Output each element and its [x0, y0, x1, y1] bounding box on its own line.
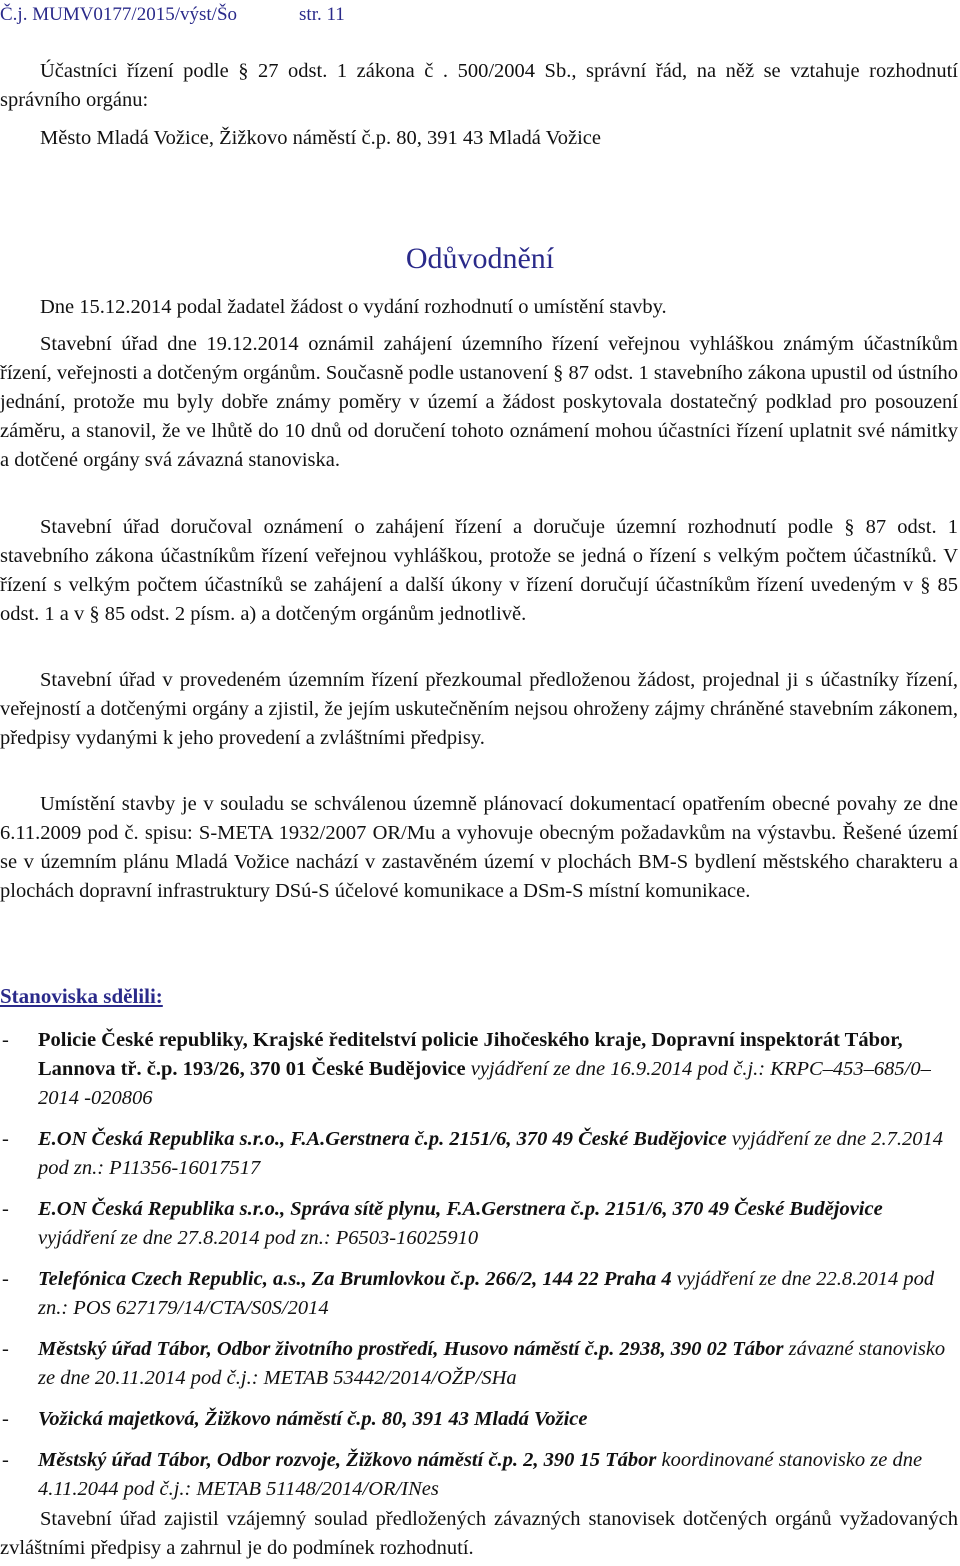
- statement-item-tabor-development: [0, 1446, 958, 1504]
- statement-detail: vyjádření ze dne 2.7.2014 pod zn.: P11356-16017517: [38, 1128, 944, 1179]
- paragraph-proceedings-start: Stavební úřad dne 19.12.2014 oznámil zahájení územního řízení veřejnou vyhláškou známým účastníkům řízení, veřejnosti a dotčeným orgánům. Současně podle ustanovení § 87 odst. 1 stavebního zákona upustil od ústního jednání, protože mu byly dobře známy poměry v území a žádost poskytovala dostatečný podklad pro posouzení záměru, a stanovil, že ve lhůtě do 10 dnů od doručení tohoto oznámení mohou účastníci řízení uplatnit své námitky a dotčené orgány svá závazná stanoviska.: [0, 333, 958, 471]
- statement-item-police: [0, 1026, 958, 1113]
- participant-party: Město Mladá Vožice, Žižkovo náměstí č.p. 80, 391 43 Mladá Vožice: [40, 127, 601, 149]
- statement-item-vozicka-majetkova: [0, 1405, 958, 1434]
- document-reference: Č.j. MUMV0177/2015/výst/Šo: [0, 4, 238, 25]
- page-number: str. 11: [299, 4, 345, 25]
- statement-detail: vyjádření ze dne 27.8.2014 pod zn.: P6503-16025910: [38, 1227, 479, 1249]
- statement-detail: koordinované stanovisko ze dne 4.11.2044 pod č.j.: METAB 51148/2014/OR/INes: [38, 1449, 923, 1500]
- statements-heading: Stanoviska sdělili:: [0, 984, 163, 1008]
- statement-item-eon-gas: [0, 1195, 958, 1253]
- statement-organization: Městský úřad Tábor, Odbor životního prostředí, Husovo náměstí č.p. 2938, 390 02 Tábor: [38, 1338, 784, 1360]
- statement-item-eon: [0, 1125, 958, 1183]
- statement-organization: Vožická majetková, Žižkovo náměstí č.p. 80, 391 43 Mladá Vožice: [38, 1408, 588, 1430]
- statement-organization: Policie České republiky, Krajské ředitelství policie Jihočeského kraje, Dopravní inspektorát Tábor, Lannova tř. č.p. 193/26, 370 01 České Budějovice: [38, 1029, 903, 1080]
- paragraph-application-date: Dne 15.12.2014 podal žadatel žádost o vydání rozhodnutí o umístění stavby.: [40, 296, 667, 318]
- paragraph-review: Stavební úřad v provedeném územním řízení přezkoumal předloženou žádost, projednal ji s účastníky řízení, veřejností a dotčenými orgány a zjistil, že jejím uskutečněním nejsou ohroženy zájmy chráněné stavebním zákonem, předpisy vydanými k jeho provedení a zvláštními předpisy.: [0, 669, 958, 749]
- statement-item-tabor-environment: [0, 1335, 958, 1393]
- page-header: [0, 4, 345, 26]
- statement-detail: vyjádření ze dne 22.8.2014 pod zn.: POS 627179/14/CTA/S0S/2014: [38, 1268, 935, 1319]
- paragraph-zoning-compliance: Umístění stavby je v souladu se schválenou územně plánovací dokumentací opatřením obecné povahy ze dne 6.11.2009 pod č. spisu: S-META 1932/2007 OR/Mu a vyhovuje obecným požadavkům na výstavbu. Řešené území se v územním plánu Mladá Vožice nachází v zastavěném území v plochách BM-S bydlení městského charakteru a plochách dopravní infrastruktury DSú-S účelové komunikace a DSm-S místní komunikace.: [0, 793, 958, 902]
- statements-list: [0, 1026, 958, 1516]
- statement-organization: Telefónica Czech Republic, a.s., Za Brumlovkou č.p. 266/2, 144 22 Praha 4: [38, 1268, 672, 1290]
- list-dash: -: [2, 1268, 9, 1290]
- list-dash: -: [2, 1029, 9, 1051]
- list-dash: -: [2, 1449, 9, 1471]
- justification-title: Odůvodnění: [405, 242, 555, 275]
- closing-paragraph: Stavební úřad zajistil vzájemný soulad předložených závazných stanovisek dotčených orgánů vyžadovaných zvláštními předpisy a zahrnul je do podmínek rozhodnutí.: [0, 1508, 958, 1559]
- statement-item-telefonica: [0, 1265, 958, 1323]
- statement-detail: vyjádření ze dne 16.9.2014 pod č.j.: KRPC–453–685/0–2014 -020806: [38, 1058, 931, 1109]
- list-dash: -: [2, 1338, 9, 1360]
- list-dash: -: [2, 1408, 9, 1430]
- participants-intro: Účastníci řízení podle § 27 odst. 1 zákona č . 500/2004 Sb., správní řád, na něž se vztahuje rozhodnutí správního orgánu:: [0, 60, 958, 111]
- statement-organization: E.ON Česká Republika s.r.o., F.A.Gerstnera č.p. 2151/6, 370 49 České Budějovice: [38, 1128, 727, 1150]
- list-dash: -: [2, 1198, 9, 1220]
- paragraph-delivery: Stavební úřad doručoval oznámení o zahájení řízení a doručuje územní rozhodnutí podle § 87 odst. 1 stavebního zákona účastníkům řízení veřejnou vyhláškou, protože se jedná o řízení s velkým počtem účastníků. V řízení s velkým počtem účastníků se zahájení a další úkony v řízení doručují účastníkům řízení uvedeným v § 85 odst. 1 a v § 85 odst. 2 písm. a) a dotčeným orgánům jednotlivě.: [0, 516, 958, 625]
- statement-detail: závazné stanovisko ze dne 20.11.2014 pod č.j.: METAB 53442/2014/OŽP/SHa: [38, 1338, 946, 1389]
- statement-organization: E.ON Česká Republika s.r.o., Správa sítě plynu, F.A.Gerstnera č.p. 2151/6, 370 49 České Budějovice: [38, 1198, 883, 1220]
- statement-organization: Městský úřad Tábor, Odbor rozvoje, Žižkovo náměstí č.p. 2, 390 15 Tábor: [38, 1449, 657, 1471]
- list-dash: -: [2, 1128, 9, 1150]
